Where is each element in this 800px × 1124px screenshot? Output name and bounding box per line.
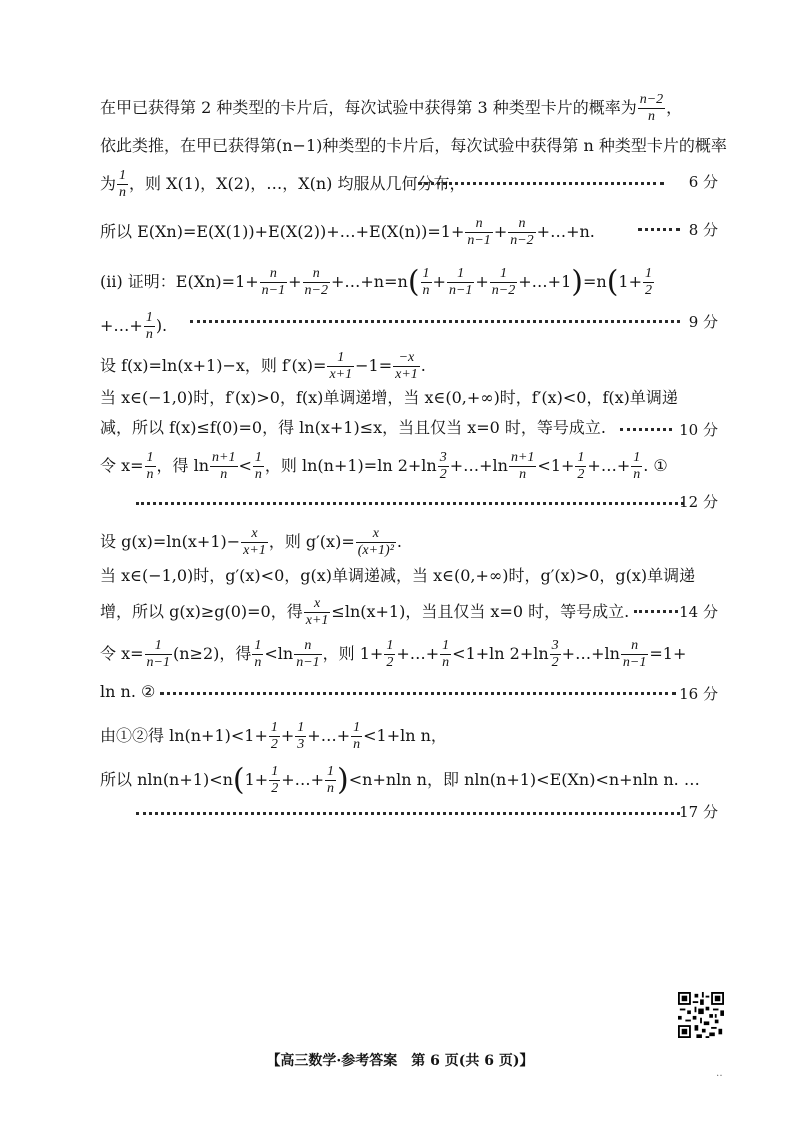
text: 为 — [100, 174, 117, 193]
frac-den: x+1 — [243, 543, 266, 558]
frac-num: x — [241, 526, 268, 543]
frac-den: x+1 — [395, 367, 418, 382]
text: <1+ — [537, 456, 575, 475]
text: ，则 1+ — [322, 644, 384, 663]
dot-leader — [136, 502, 684, 505]
text-line-15 — [100, 638, 686, 671]
text: +…+ — [100, 316, 143, 335]
frac-den: n−1 — [448, 283, 473, 298]
text: +…+ln — [561, 644, 620, 663]
frac-num: 1 — [254, 450, 262, 465]
fraction — [643, 266, 654, 299]
frac-num: 1 — [145, 638, 172, 655]
fraction — [447, 266, 474, 299]
fraction — [117, 168, 128, 201]
text: 1+ — [244, 770, 269, 789]
score-17: 17 分 — [679, 803, 718, 821]
frac-num: 1 — [490, 266, 517, 283]
text: +…+ln — [449, 456, 508, 475]
frac-den: n — [519, 467, 527, 482]
text: =n — [582, 272, 607, 291]
text: +…+1 — [518, 272, 572, 291]
text: 所以 nln(n+1)<n — [100, 770, 233, 789]
frac-den: n — [422, 283, 430, 298]
fraction — [509, 450, 536, 483]
frac-num: 1 — [270, 720, 278, 735]
score-16: 16 分 — [679, 685, 718, 703]
dot-leader — [638, 228, 680, 231]
text-line-7 — [100, 350, 426, 383]
text-line-6 — [100, 310, 167, 343]
dot-leader — [136, 812, 680, 815]
paren: ( — [606, 264, 619, 300]
frac-den: 2 — [386, 655, 394, 670]
frac-num: x — [304, 596, 331, 613]
score-9: 9 分 — [688, 313, 718, 331]
frac-num: n — [294, 638, 321, 655]
text: 增，所以 g(x)≥g(0)=0，得 — [100, 602, 303, 621]
frac-den: n−1 — [296, 655, 320, 670]
frac-num: n−2 — [639, 92, 664, 107]
frac-num: 1 — [145, 310, 153, 325]
text: +…+n. — [536, 222, 595, 241]
fraction — [325, 764, 336, 797]
text-line-4: 所以 E(Xn)=E(X(1))+E(X(2))+…+E(X(n))=1+ $\frac{n}{n-1}$ + $\frac{n}{n-2}$ +…+n. — [100, 216, 595, 248]
frac-num: n — [303, 266, 330, 283]
frac-den: n — [254, 655, 262, 670]
fraction — [327, 350, 354, 383]
frac-num: 1 — [271, 764, 279, 779]
fraction — [241, 526, 268, 559]
fraction — [508, 216, 535, 249]
frac-den: (x+1)² — [357, 543, 394, 558]
frac-num: n — [465, 216, 492, 233]
frac-num: 1 — [119, 168, 127, 183]
frac-num: 1 — [422, 266, 430, 281]
frac-den: n−1 — [146, 655, 170, 670]
text: <1+ln n， — [363, 726, 447, 745]
text: 令 x= — [100, 456, 144, 475]
score-10: 10 分 — [679, 421, 718, 439]
text: ). — [155, 316, 168, 335]
frac-num: 1 — [297, 720, 305, 735]
text-line-18 — [100, 764, 700, 797]
fraction — [304, 596, 331, 629]
paren: ( — [232, 762, 245, 798]
score-6: 6 分 — [688, 173, 718, 191]
frac-den: 2 — [270, 737, 278, 752]
text: ，则 ln(n+1)=ln 2+ln — [264, 456, 437, 475]
frac-num: 1 — [633, 450, 641, 465]
fraction — [144, 310, 155, 343]
text-line-5: (ⅱ) 证明：E(Xn)=1+ $\frac{n}{n-1}$ + $\frac{n}{n-2}$ +…+n=n( $\frac{1}{n}$ + $\frac{1}{n-1}$ + $\frac{1}{n-2}$ +…+1)=n(1+ $\frac{1}{2}$ — [100, 264, 652, 300]
score-8: 8 分 — [688, 221, 718, 239]
fraction — [384, 638, 395, 671]
frac-den: x+1 — [329, 367, 353, 382]
text-line-17 — [100, 720, 447, 753]
text-line-2: 依此类推，在甲已获得第(n−1)种类型的卡片后，每次试验中获得第 n 种类型卡片的概率 — [100, 136, 727, 155]
frac-den: 2 — [551, 655, 559, 670]
text: < — [238, 456, 252, 475]
fraction — [145, 638, 172, 671]
frac-den: n−1 — [622, 655, 647, 670]
text-line-12 — [100, 526, 402, 559]
score-12: 12 分 — [679, 493, 718, 511]
text: ≤ln(x+1)，当且仅当 x=0 时，等号成立. — [331, 602, 630, 621]
page-footer: 【高三数学·参考答案 第 6 页(共 6 页)】 — [266, 1053, 534, 1069]
text-line-14 — [100, 596, 629, 629]
dot-leader — [620, 428, 672, 431]
frac-num: 1 — [353, 720, 361, 735]
text-line-9: 减，所以 f(x)≤f(0)=0，得 ln(x+1)≤x，当且仅当 x=0 时，等号成立. — [100, 418, 606, 437]
text: 设 f(x)=ln(x+1)−x，则 f′(x)= — [100, 356, 327, 375]
fraction — [490, 266, 517, 299]
frac-num: 1 — [146, 450, 154, 465]
text: ， — [666, 98, 683, 117]
text: +…+ — [587, 456, 631, 475]
fraction — [465, 216, 492, 249]
frac-num: 3 — [439, 450, 447, 465]
frac-den: 2 — [645, 283, 652, 298]
frac-den: n−1 — [261, 283, 286, 298]
text-line-16: ln n. ② — [100, 682, 156, 701]
text: +…+ — [281, 770, 325, 789]
frac-num: 1 — [577, 450, 585, 465]
fraction — [253, 450, 264, 483]
score-14: 14 分 — [679, 603, 718, 621]
text: . — [420, 356, 426, 375]
frac-den: n — [442, 655, 450, 670]
frac-den: x+1 — [305, 613, 329, 628]
fraction — [440, 638, 451, 671]
fraction — [252, 638, 263, 671]
frac-den: n — [220, 467, 228, 482]
fraction — [575, 450, 586, 483]
text: . ① — [643, 456, 668, 475]
frac-den: n — [353, 737, 361, 752]
text: (n≥2)，得 — [172, 644, 252, 663]
frac-num: n — [621, 638, 648, 655]
text: <ln — [264, 644, 294, 663]
frac-den: n−2 — [491, 283, 516, 298]
text: =1+ — [649, 644, 687, 663]
fraction — [145, 450, 156, 483]
frac-num: 1 — [645, 266, 652, 281]
fraction — [421, 266, 432, 299]
frac-den: n — [633, 467, 641, 482]
text: ，则 X(1)，X(2)，…，X(n) 均服从几何分布， — [129, 174, 466, 193]
text: +…+n=n — [330, 272, 408, 291]
frac-den: 3 — [297, 737, 305, 752]
frac-den: n−1 — [467, 233, 491, 248]
fraction — [295, 720, 306, 753]
fraction — [303, 266, 330, 299]
frac-den: 2 — [439, 467, 447, 482]
frac-den: n−2 — [510, 233, 534, 248]
text: + — [280, 726, 295, 745]
fraction — [269, 764, 280, 797]
paren: ( — [407, 264, 420, 300]
frac-den: n — [146, 467, 154, 482]
frac-num: 1 — [254, 638, 262, 653]
dot-leader — [190, 320, 680, 323]
text-line-3 — [100, 168, 465, 201]
text: (ⅱ) 证明：E(Xn)=1+ — [100, 272, 259, 291]
text: ，则 g′(x)= — [268, 532, 355, 551]
frac-num: x — [356, 526, 396, 543]
frac-den: n — [254, 467, 262, 482]
frac-den: n — [119, 185, 127, 200]
dot-leader — [160, 692, 676, 695]
frac-num: −x — [393, 350, 420, 367]
text: +…+ — [396, 644, 440, 663]
frac-den: n — [647, 109, 655, 124]
frac-num: 1 — [327, 350, 354, 367]
text: ，得 ln — [156, 456, 210, 475]
frac-num: 3 — [551, 638, 559, 653]
frac-num: n — [508, 216, 535, 233]
text: 设 g(x)=ln(x+1)− — [100, 532, 241, 551]
fraction — [351, 720, 362, 753]
text: <n+nln n，即 nln(n+1)<E(Xn)<n+nln n. … — [348, 770, 700, 789]
text: 1+ — [618, 272, 642, 291]
frac-den: n — [327, 781, 335, 796]
dot-leader — [634, 610, 678, 613]
frac-num: 1 — [447, 266, 474, 283]
text: . — [396, 532, 403, 551]
frac-num: n — [260, 266, 287, 283]
fraction — [631, 450, 642, 483]
frac-num: 1 — [442, 638, 450, 653]
text: +…+ — [307, 726, 351, 745]
fraction — [210, 450, 237, 483]
fraction — [550, 638, 561, 671]
text-line-10 — [100, 450, 668, 483]
paren: ) — [571, 264, 583, 300]
text-line-13: 当 x∈(−1,0)时，g′(x)<0，g(x)单调递减，当 x∈(0,+∞)时，g′(x)>0，g(x)单调递 — [100, 566, 696, 585]
fraction — [638, 92, 665, 125]
frac-num: n+1 — [510, 450, 535, 465]
text: 由①②得 ln(n+1)<1+ — [100, 726, 268, 745]
fraction — [260, 266, 287, 299]
text-line-8: 当 x∈(−1,0)时，f′(x)>0，f(x)单调递增，当 x∈(0,+∞)时，f′(x)<0，f(x)单调递 — [100, 388, 678, 407]
frac-den: 2 — [271, 781, 279, 796]
frac-num: 1 — [386, 638, 394, 653]
fraction — [294, 638, 321, 671]
fraction — [621, 638, 648, 671]
corner-mark: ‥ — [716, 1068, 723, 1079]
text-line-1 — [100, 92, 682, 125]
frac-den: n−2 — [304, 283, 328, 298]
paren: ) — [337, 762, 349, 798]
text: <1+ln 2+ln — [452, 644, 549, 663]
fraction — [356, 526, 396, 559]
frac-den: 2 — [577, 467, 585, 482]
qr-code-icon — [678, 992, 724, 1038]
dot-leader — [418, 182, 664, 185]
fraction — [393, 350, 420, 383]
text: −1= — [355, 356, 393, 375]
text: 在甲已获得第 2 种类型的卡片后，每次试验中获得第 3 种类型卡片的概率为 — [100, 98, 637, 117]
text: 所以 E(Xn)=E(X(1))+E(X(2))+…+E(X(n))=1+ — [100, 222, 465, 241]
frac-num: n+1 — [212, 450, 236, 465]
frac-den: n — [145, 327, 153, 342]
frac-num: 1 — [327, 764, 335, 779]
fraction — [438, 450, 449, 483]
fraction — [269, 720, 280, 753]
text: 令 x= — [100, 644, 144, 663]
